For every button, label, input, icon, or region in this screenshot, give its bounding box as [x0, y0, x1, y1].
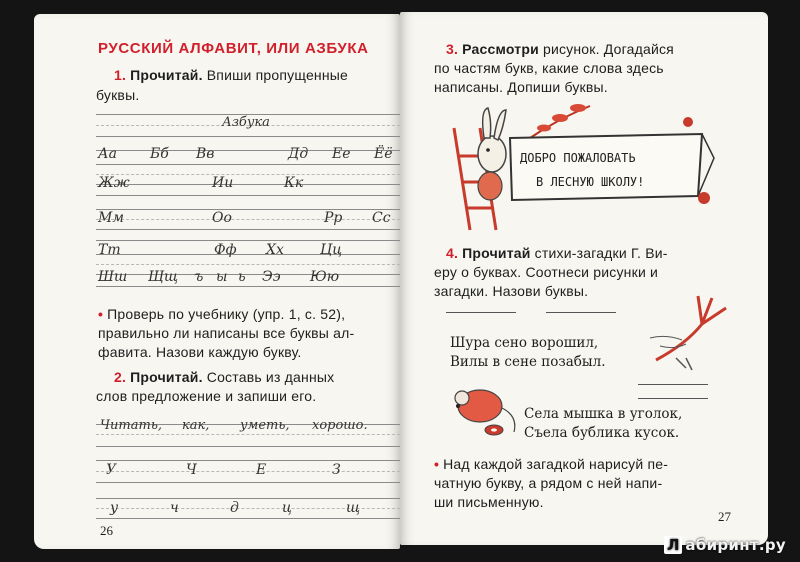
- letter-pair: Мм: [98, 210, 124, 226]
- letter-pair: Бб: [150, 146, 169, 162]
- word: как,: [182, 418, 210, 433]
- page-number: 26: [100, 523, 113, 538]
- ruled-line: [96, 482, 430, 483]
- letter-pair: Дд: [288, 146, 309, 162]
- task-4-line-2: еру о буквах. Соотнеси рисунки и: [434, 264, 659, 280]
- watermark: [664, 536, 786, 554]
- draw-note-line-2: чатную букву, а рядом с ней напи-: [434, 475, 663, 491]
- ruled-line: [96, 498, 430, 499]
- ruled-line: [96, 229, 430, 230]
- hare-banner-illustration: [440, 98, 720, 232]
- letter-pair: Ёё: [374, 146, 393, 162]
- ruled-line: [96, 174, 430, 175]
- letter-pair: Цц: [320, 242, 342, 258]
- task-2-line-1: [114, 368, 334, 387]
- task-4-number: 4.: [446, 245, 459, 261]
- letter-pair: Шш: [98, 269, 128, 285]
- right-page: [400, 12, 768, 545]
- check-note-line-3: фавита. Назови каждую букву.: [98, 344, 302, 360]
- ruled-line: [96, 286, 430, 287]
- ruled-line: [96, 508, 430, 509]
- ruled-line: [96, 195, 430, 196]
- draw-note-line-3: ши письменную.: [434, 494, 544, 510]
- letter-pair: Хх: [266, 242, 284, 258]
- check-note-line-1: [98, 305, 345, 324]
- task-2-text: Составь из данных: [206, 369, 335, 385]
- letter-pair: Ее: [332, 146, 351, 162]
- practice-letter: З: [332, 462, 341, 478]
- word: уметь,: [240, 418, 290, 433]
- task-2-number: 2.: [114, 369, 127, 385]
- draw-note-line-1: [434, 455, 668, 474]
- practice-letter: д: [230, 500, 239, 516]
- copybook-heading: Азбука: [222, 115, 270, 130]
- letter-pair: Тт: [98, 242, 121, 258]
- task-1-head: Прочитай.: [130, 67, 203, 83]
- answer-blank[interactable]: [446, 312, 516, 313]
- banner-line-1: ДОБРО ПОЖАЛОВАТЬ: [520, 151, 636, 165]
- letter-pair: Юю: [310, 269, 340, 285]
- task-4-text: стихи-загадки Г. Ви-: [534, 245, 668, 261]
- letter-pair: Щщ: [148, 269, 178, 285]
- ruled-line: [96, 446, 430, 447]
- letter-pair: Ии: [212, 175, 234, 191]
- riddle-1-line-2: Вилы в сене позабыл.: [450, 354, 606, 370]
- task-3-line-3: написаны. Допиши буквы.: [434, 79, 608, 95]
- letter: ы: [216, 269, 228, 285]
- bullet-icon: •: [98, 306, 104, 322]
- mouse-icon: [430, 376, 522, 444]
- ruled-line: [96, 264, 430, 265]
- word: Читать,: [100, 418, 163, 433]
- letter: ь: [238, 269, 246, 285]
- branch-icon: [530, 104, 590, 138]
- letter-pair: Кк: [284, 175, 304, 191]
- ruled-line: [96, 434, 430, 435]
- task-4-line-3: загадки. Назови буквы.: [434, 283, 589, 299]
- task-1-number: 1.: [114, 67, 127, 83]
- ruled-line: [96, 136, 430, 137]
- task-3-line-2: по частям букв, какие слова здесь: [434, 60, 664, 76]
- letter-pair: Аа: [98, 146, 117, 162]
- task-2-line-2: слов предложение и запиши его.: [96, 388, 317, 404]
- word: хорошо.: [312, 418, 368, 433]
- practice-letter: ц: [282, 500, 292, 516]
- banner-line-2: В ЛЕСНУЮ ШКОЛУ!: [536, 175, 645, 189]
- draw-note-text: Над каждой загадкой нарисуй пе-: [443, 456, 669, 472]
- page-title: РУССКИЙ АЛФАВИТ, ИЛИ АЗБУКА: [98, 40, 369, 57]
- letter-pair: Жж: [98, 175, 130, 191]
- ruled-line: [96, 164, 430, 165]
- bullet-icon: •: [434, 456, 440, 472]
- practice-letter: щ: [346, 500, 361, 516]
- page-number: 27: [718, 509, 731, 524]
- ruled-line: [96, 240, 430, 241]
- practice-letter: у: [110, 500, 119, 516]
- practice-letter: ч: [170, 500, 179, 516]
- answer-blank[interactable]: [546, 312, 616, 313]
- letter-pair: Рр: [324, 210, 343, 226]
- ruled-line: [96, 460, 430, 461]
- letter-pair: Сс: [372, 210, 391, 226]
- task-4-line-1: [446, 244, 668, 263]
- letter-pair: Ээ: [262, 269, 281, 285]
- practice-letter: У: [106, 462, 117, 478]
- ruled-line: [96, 184, 430, 185]
- letter-pair: Вв: [196, 146, 215, 162]
- letter: ъ: [194, 269, 204, 285]
- ruled-line: [96, 254, 430, 255]
- task-2-head: Прочитай.: [130, 369, 203, 385]
- task-1-line-2: буквы.: [96, 87, 140, 103]
- task-3-text: рисунок. Догадайся: [542, 41, 674, 57]
- task-3-head: Рассмотри: [462, 41, 539, 57]
- ruled-line: [96, 518, 430, 519]
- riddle-1-line-1: Шура сено ворошил,: [450, 335, 599, 351]
- task-1-line-1: [114, 66, 348, 85]
- watermark-badge: Л: [664, 536, 682, 554]
- letter-pair: Оо: [212, 210, 232, 226]
- answer-blank[interactable]: [638, 384, 708, 385]
- pitchfork-icon: [646, 284, 736, 374]
- letter-pair: Фф: [214, 242, 237, 258]
- answer-blank[interactable]: [638, 398, 708, 399]
- task-3-line-1: [446, 40, 674, 59]
- task-4-head: Прочитай: [462, 245, 531, 261]
- left-page: [34, 14, 400, 549]
- check-note-line-2: правильно ли написаны все буквы ал-: [98, 325, 355, 341]
- practice-letter: Ч: [186, 462, 197, 478]
- check-note-text: Проверь по учебнику (упр. 1, с. 52),: [107, 306, 346, 322]
- riddle-2-line-1: Села мышка в уголок,: [524, 406, 683, 422]
- hare-icon: [478, 108, 506, 200]
- watermark-text: абиринт.ру: [685, 536, 786, 554]
- riddle-2-line-2: Съела бублика кусок.: [524, 425, 680, 441]
- task-1-text: Впиши пропущенные: [206, 67, 349, 83]
- task-3-number: 3.: [446, 41, 459, 57]
- practice-letter: Е: [256, 462, 267, 478]
